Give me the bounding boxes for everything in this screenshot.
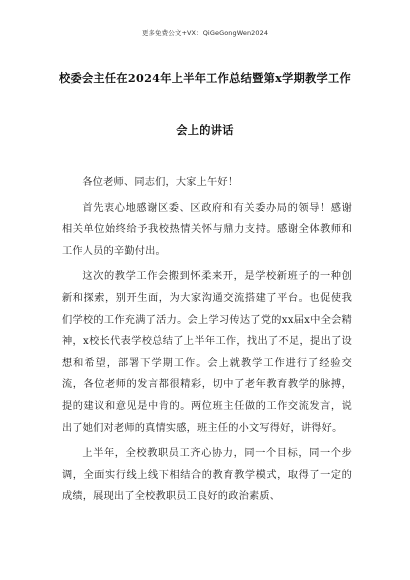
paragraph-first-half-review: 上半年，全校教职员工齐心协力，同一个目标，同一个步调，全面实行线上线下相结合的教育教学模式，取得了一定的成绩，展现出了全校教职员工良好的政治素质、 (62, 448, 352, 503)
document-title-line-2: 会上的讲话 (176, 123, 234, 137)
paragraph-meeting-summary: 这次的教学工作会搬到怀柔来开，是学校新班子的一种创新和探索，别开生面，为大家沟通交流搭建了平台。也促使我们学校的工作充满了活力。会上学习传达了党的xx届x中全会精神，x校长代表学校总结了上半年工作，找出了不足，提出了设想和希望，部署下学期工作。会上就教学工作进行了经验交流，各位老师的发言都很精彩，切中了老年教育教学的脉搏，提的建议和意见是中肯的。两位班主任做的工作交流发言，说出了她们对老师的真情实感，班主任的小文写得好，讲得好。 (62, 271, 352, 434)
paragraph-greeting: 各位老师、同志们，大家上午好！ (82, 177, 239, 188)
paragraph-thanks: 首先衷心地感谢区委、区政府和有关委办局的领导！感谢相关单位始终给予我校热情关怀与鼎力支持。感谢全体教师和工作人员的辛勤付出。 (62, 202, 352, 257)
document-title-line-1: 校委会主任在2024年上半年工作总结暨第x学期教学工作 (58, 71, 352, 85)
document-body (62, 172, 352, 508)
header-note: 更多免费公文+VX：QiGeGongWen2024 (141, 29, 269, 37)
